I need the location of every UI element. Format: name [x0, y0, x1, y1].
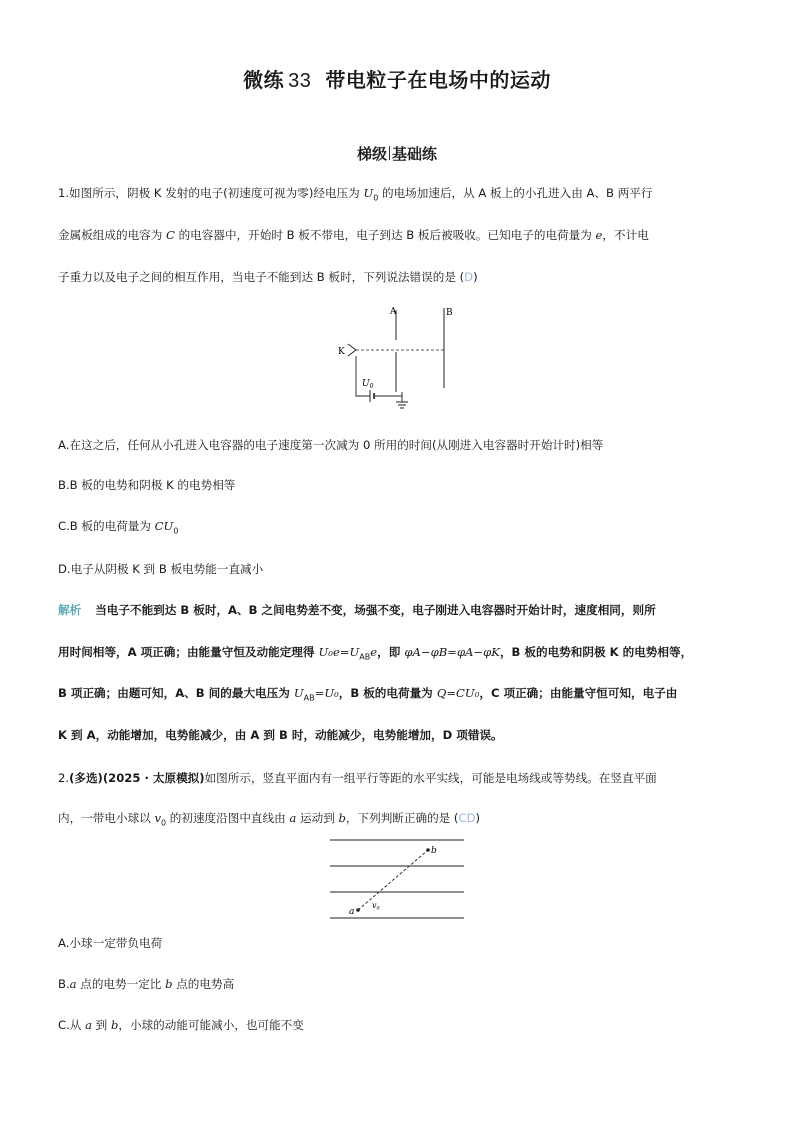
q2-stem-line-2: 内，一带电小球以 $v_0$ 的初速度沿图中直线由 a 运动到 b，下列判断正确的是 (CD): [58, 811, 481, 828]
title-prefix: 微练: [243, 68, 285, 92]
q2-option-a: A.小球一定带负电荷: [58, 936, 163, 950]
q2-stem-line-1: 2.(多选)(2025 · 太原模拟)如图所示，竖直平面内有一组平行等距的水平实线，可能是电场线或等势线。在竖直平面: [58, 771, 657, 785]
q1-analysis-line-2: 用时间相等，A 项正确；由能量守恒及动能定理得 $U_0e=U_{AB}e$，即 φA−φB=φA−φK，B 板的电势和阴极 K 的电势相等，: [58, 645, 693, 662]
q2-option-c: C.从 a 到 b，小球的动能可能减小，也可能不变: [58, 1018, 304, 1032]
point-b: [426, 848, 430, 852]
cathode-k: [348, 344, 356, 356]
q1-analysis-line-4: K 到 A，动能增加，电势能减少，由 A 到 B 时，动能减少，电势能增加，D 项错误。: [58, 728, 503, 742]
q1-analysis-line-3: B 项正确；由题可知，A、B 间的最大电压为 $U_{AB}=U_0$，B 板的电荷量为 Q=CU₀，C 项正确；由能量守恒可知，电子由: [58, 686, 678, 703]
label-b: B: [446, 308, 453, 318]
section-right: 基础练: [392, 145, 438, 163]
page-title: [0, 64, 794, 93]
label-a: A: [390, 307, 397, 317]
q2-answer: CD: [458, 811, 476, 825]
q1-option-b: B.B 板的电势和阴极 K 的电势相等: [58, 478, 236, 492]
point-a: [356, 908, 360, 912]
label-v0: v0: [372, 901, 380, 912]
q1-stem-line-2: 金属板组成的电容为 C 的电容器中，开始时 B 板不带电，电子到达 B 板后被吸收。已知电子的电荷量为 e，不计电: [58, 228, 649, 242]
title-number: 33: [288, 70, 312, 92]
q1-answer: D: [464, 270, 474, 284]
title-main: 带电粒子在电场中的运动: [325, 68, 551, 92]
q1-stem-line-3: 子重力以及电子之间的相互作用，当电子不能到达 B 板时，下列说法错误的是 (D): [58, 270, 478, 284]
q1-capacitor-figure: [336, 304, 456, 414]
trajectory-ab: [358, 850, 428, 910]
label-k: K: [338, 347, 345, 357]
q1-option-d: D.电子从阴极 K 到 B 板电势能一直减小: [58, 562, 264, 576]
label-a: a: [349, 907, 355, 917]
section-divider: [389, 146, 390, 160]
q2-tag-source: (2025 · 太原模拟): [102, 771, 205, 785]
q2-option-b: B.a 点的电势一定比 b 点的电势高: [58, 977, 235, 991]
q1-analysis-line-1: 解析 当电子不能到达 B 板时，A、B 之间电势差不变，场强不变，电子刚进入电容器时开始计时，速度相同，则所: [58, 603, 656, 617]
analysis-tag: 解析: [58, 603, 82, 617]
q1-option-a: A.在这之后，任何从小孔进入电容器的电子速度第一次减为 0 所用的时间(从刚进入电容器时开始计时)相等: [58, 438, 604, 452]
q2-parallel-lines-figure: [328, 836, 468, 922]
q2-tag-multi: (多选): [69, 771, 103, 785]
label-b: b: [431, 846, 437, 856]
label-u0: $U_0$: [362, 379, 374, 390]
q1-option-c: C.B 板的电荷量为 $CU_0$: [58, 519, 179, 536]
q1-stem-line-1: 1.如图所示，阴极 K 发射的电子(初速度可视为零)经电压为 $U_0$ 的电场加速后，从 A 板上的小孔进入由 A、B 两平行: [58, 186, 653, 203]
section-left: 梯级: [356, 145, 387, 163]
section-heading: [0, 143, 794, 164]
